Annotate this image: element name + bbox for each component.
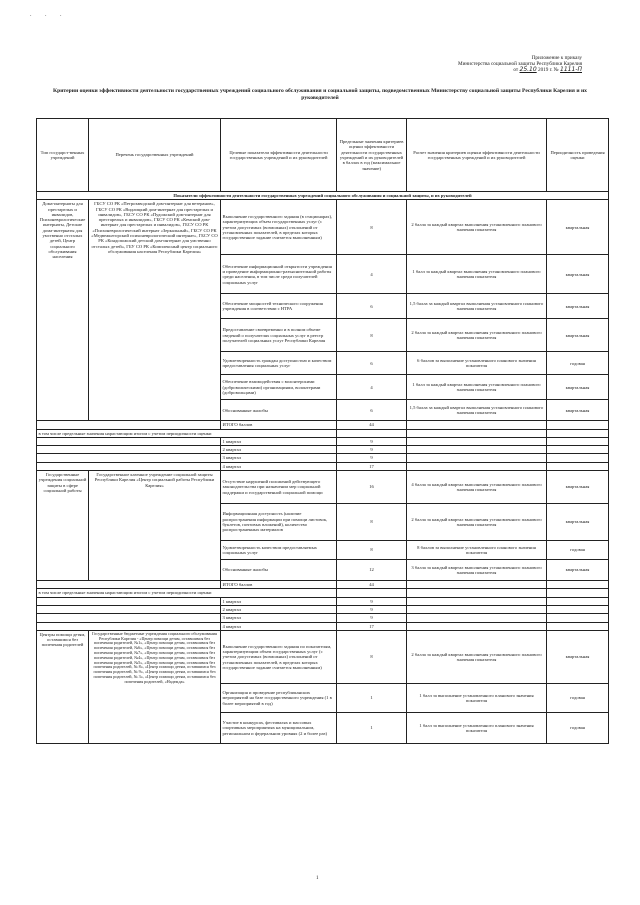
- period-cell: квартальная: [547, 294, 609, 319]
- institution-type: Центры помощи детям, оставшимся без попечения родителей: [37, 630, 89, 743]
- institution-list: ГБСУ СО РК «Петрозаводский дом-интернат для ветеранов», ГБСУ СО РК «Видлицкий дом-интернат для престарелых и инвалидов», ГБСУ СО РК «Пудожский дом-интернат для престарелых и инвалидов», ГБСУ СО РК «Кемский дом-интернат для престарелых и инвалидов», ГБСУ СО РК «Психоневрологический интернат «Зеркальный», ГБСУ СО РК «Медвежьегорский психоневрологический интернат», ГБСУ СО РК «Кондопожский детский дом-интернат для умственно отсталых детей», ГБУ СО РК «Комплексный центр социального обслуживания населения Республики Карелия»: [89, 200, 221, 421]
- max-cell: 4: [337, 375, 407, 400]
- handwritten-number: 1111-П: [560, 66, 582, 74]
- indicator-cell: Удовлетворенность качеством предоставляемых социальных услуг: [221, 541, 337, 560]
- calc-cell: 1 балл за каждый квартал выполнения установленного планового значения показателя: [407, 255, 547, 294]
- quarter-row: [37, 462, 609, 470]
- table-row: [37, 471, 609, 504]
- max-cell: 6: [337, 400, 407, 421]
- section-row: [37, 192, 609, 200]
- handwritten-date: 25.10: [519, 66, 537, 74]
- indicator-cell: Информационная доступность (наличие распространения информации при помощи листовок, буклетов, почтовых вложений), количество распространенных материалов: [221, 504, 337, 541]
- institution-type: Государственные учреждения социальной защиты в сфере социальной работы: [37, 471, 89, 581]
- header-type: Тип государст-венных учреждений: [37, 119, 89, 192]
- period-cell: квартальная: [547, 471, 609, 504]
- calc-cell: 1 балл за выполнение установленного планового значения показателя: [407, 683, 547, 712]
- indicator-cell: Обоснованные жалобы: [221, 400, 337, 421]
- max-cell: 8: [337, 319, 407, 352]
- indicator-cell: Выполнение государственного задания (в стационарах), характеризующих объем государственных услуг (с учетом допустимых (возможных) отклонений от установленных показателей, в пределах которых государственное задание считается выполненным): [221, 200, 337, 255]
- max-cell: 6: [337, 352, 407, 375]
- table-row: [37, 630, 609, 683]
- calc-cell: 3 балла за каждый квартал выполнения установленного планового значения показателя: [407, 560, 547, 581]
- period-cell: квартальная: [547, 400, 609, 421]
- calc-cell: 2 балла за каждый квартал выполнения установленного планового значения показателя: [407, 630, 547, 683]
- quarter-value: 9: [337, 446, 407, 454]
- criteria-table: [36, 118, 609, 744]
- period-cell: квартальная: [547, 560, 609, 581]
- calc-cell: 1 балл за выполнение установленного планового значения показателя: [407, 712, 547, 743]
- quarter-value: 9: [337, 597, 407, 605]
- scan-marks: . . .: [30, 12, 68, 18]
- appendix-year: 2019 г. №: [537, 67, 559, 74]
- institution-type: Дома-интернаты для престарелых и инвалидов, Психоневрологические интернаты, Детские дома-интернаты для умственно отсталых детей, Центр социального обслуживания населения: [37, 200, 89, 421]
- quarter-note-row: [37, 589, 609, 597]
- appendix-from: от: [513, 67, 519, 74]
- total-label: ИТОГО баллов: [221, 421, 337, 429]
- quarter-row: [37, 597, 609, 605]
- header-calc: Расчет значения критериев оценки эффективности деятельности государственных учреждений и их руководителей: [407, 119, 547, 192]
- quarter-note: в том числе предельные значения нарастающим итогом с учетом периодичности оценки: [37, 589, 337, 597]
- calc-cell: 1,5 балла за каждый квартал выполнения установленного планового значения показателя: [407, 400, 547, 421]
- quarter-row: [37, 446, 609, 454]
- calc-cell: 8 баллов за выполнение установленного планового значения показателя: [407, 541, 547, 560]
- period-cell: квартальная: [547, 375, 609, 400]
- quarter-row: [37, 614, 609, 622]
- quarter-row: [37, 605, 609, 613]
- indicator-cell: Участие в конкурсах, фестивалях и массовых спортивных мероприятиях на муниципальном, региональном и федеральном уровнях (2 и более раз): [221, 712, 337, 743]
- indicator-cell: Обеспечение мощностей технического сооружения учреждения в соответствии с НТРА: [221, 294, 337, 319]
- quarter-row: [37, 622, 609, 630]
- quarter-value: 9: [337, 605, 407, 613]
- calc-cell: 1 балл за каждый квартал выполнения установленного планового значения показателя: [407, 375, 547, 400]
- period-cell: годовая: [547, 712, 609, 743]
- calc-cell: 1,5 балла за каждый квартал выполнения установленного планового значения показателя: [407, 294, 547, 319]
- period-cell: годовая: [547, 352, 609, 375]
- quarter-label: 3 квартал: [221, 614, 337, 622]
- header-max: Предельные значения критериев оценки эффективности деятельности государственных учреждений и их руководителей в баллах в год (максимальное значение): [337, 119, 407, 192]
- institution-list: Государственные бюджетные учреждения социального обслуживания Республики Карелия - «Центр помощи детям, оставшимся без попечения родителей, №1», «Центр помощи детям, оставшимся без попечения родителей, №6», «Центр помощи детям, оставшимся без попечения родителей, №7», «Центр помощи детям, оставшимся без попечения родителей, №4», «Центр помощи детям, оставшимся без попечения родителей, №5», «Центр помощи детям, оставшимся без попечения родителей, № 8», «Центр помощи детям, оставшимся без попечения родителей, № 9», «Центр помощи детям, оставшимся без попечения родителей, № 3», «Центр помощи детям, оставшимся без попечения родителей, «Надежда»: [89, 630, 221, 743]
- total-row: [37, 421, 609, 429]
- period-cell: квартальная: [547, 504, 609, 541]
- quarter-label: 2 квартал: [221, 446, 337, 454]
- quarter-value: 9: [337, 614, 407, 622]
- quarter-label: 4 квартал: [221, 462, 337, 470]
- period-cell: квартальная: [547, 630, 609, 683]
- table-row: [37, 200, 609, 255]
- max-cell: 12: [337, 560, 407, 581]
- quarter-label: 3 квартал: [221, 454, 337, 462]
- indicator-cell: Отсутствие нарушений положений действующего законодательства при назначении мер социальной поддержки и государственной социальной помощи: [221, 471, 337, 504]
- total-value: 44: [337, 581, 407, 589]
- period-cell: квартальная: [547, 255, 609, 294]
- quarter-label: 1 квартал: [221, 597, 337, 605]
- calc-cell: 4 балла за каждый квартал выполнения установленного планового значения показателя: [407, 471, 547, 504]
- quarter-row: [37, 437, 609, 445]
- quarter-label: 1 квартал: [221, 437, 337, 445]
- period-cell: квартальная: [547, 200, 609, 255]
- max-cell: 8: [337, 504, 407, 541]
- max-cell: 1: [337, 683, 407, 712]
- period-cell: годовая: [547, 541, 609, 560]
- quarter-label: 4 квартал: [221, 622, 337, 630]
- max-cell: 16: [337, 471, 407, 504]
- calc-cell: 6 баллов за выполнение установленного планового значения показателя: [407, 352, 547, 375]
- quarter-note: в том числе предельные значения нарастающим итогом с учетом периодичности оценки: [37, 429, 337, 437]
- period-cell: годовая: [547, 683, 609, 712]
- indicator-cell: Обеспечение взаимодействия с волонтерскими (добровольческими) организациями, волонтерами (добровольцами): [221, 375, 337, 400]
- calc-cell: 2 балла за каждый квартал выполнения установленного планового значения показателя: [407, 319, 547, 352]
- quarter-value: 9: [337, 437, 407, 445]
- indicator-cell: Предоставление своевременно и в полном объеме сведений о получателях социальных услуг в реестр получателей социальных услуг Республики Карелия: [221, 319, 337, 352]
- indicator-cell: Выполнение государственного задания по показателям, характеризующим объем государственных услуг (с учетом допустимых (возможных) отклонений от установленных показателей, в пределах которых государственное задание считается выполненным): [221, 630, 337, 683]
- appendix-block: [412, 55, 582, 74]
- header-period: Периодичность проведения оценки: [547, 119, 609, 192]
- total-label: ИТОГО баллов: [221, 581, 337, 589]
- max-cell: 8: [337, 200, 407, 255]
- quarter-value: 9: [337, 454, 407, 462]
- document-title: Критерии оценки эффективности деятельности государственных учреждений социального обслуживания и социальной защиты, подведомственных Министерству социальной защиты Республики Карелия и их руководителей: [53, 88, 587, 101]
- header-row: [37, 119, 609, 192]
- appendix-date-line: [412, 67, 582, 73]
- period-cell: квартальная: [547, 319, 609, 352]
- max-cell: 8: [337, 630, 407, 683]
- total-value: 44: [337, 421, 407, 429]
- quarter-label: 2 квартал: [221, 605, 337, 613]
- institution-list: Государственное казенное учреждение социальной защиты Республики Карелия «Центр социальной работы Республики Карелия»: [89, 471, 221, 581]
- indicator-cell: Обоснованные жалобы: [221, 560, 337, 581]
- calc-cell: 2 балла за каждый квартал выполнения установленного планового значения показателя: [407, 200, 547, 255]
- max-cell: 8: [337, 541, 407, 560]
- max-cell: 4: [337, 255, 407, 294]
- quarter-value: 17: [337, 462, 407, 470]
- total-row: [37, 581, 609, 589]
- appendix-line: Приложение к приказу: [531, 55, 582, 61]
- indicator-cell: Организация и проведение республиканских мероприятий на базе государственного учреждения (1 в более мероприятий в год): [221, 683, 337, 712]
- calc-cell: 2 балла за каждый квартал выполнения установленного планового значения показателя: [407, 504, 547, 541]
- max-cell: 1: [337, 712, 407, 743]
- appendix-line: Министерства социальной защиты Республики Карелия: [458, 61, 582, 68]
- section-title: Показатели эффективности деятельности государственных учреждений социального обслуживания и социальной защиты, и их руководителей: [37, 192, 609, 200]
- quarter-value: 17: [337, 622, 407, 630]
- max-cell: 6: [337, 294, 407, 319]
- quarter-row: [37, 454, 609, 462]
- quarter-note-row: [37, 429, 609, 437]
- header-list: Перечень государственных учреждений: [89, 119, 221, 192]
- indicator-cell: Обеспечение информационной открытости учреждения и проведение информационно-разъяснительной работы среди населения, в том числе среди получателей социальных услуг: [221, 255, 337, 294]
- header-indicators: Целевые показатели эффективности деятельности государственных учреждений и их руководителей: [221, 119, 337, 192]
- page-number: 1: [316, 876, 319, 881]
- indicator-cell: Удовлетворенность граждан доступностью и качеством предоставления социальных услуг: [221, 352, 337, 375]
